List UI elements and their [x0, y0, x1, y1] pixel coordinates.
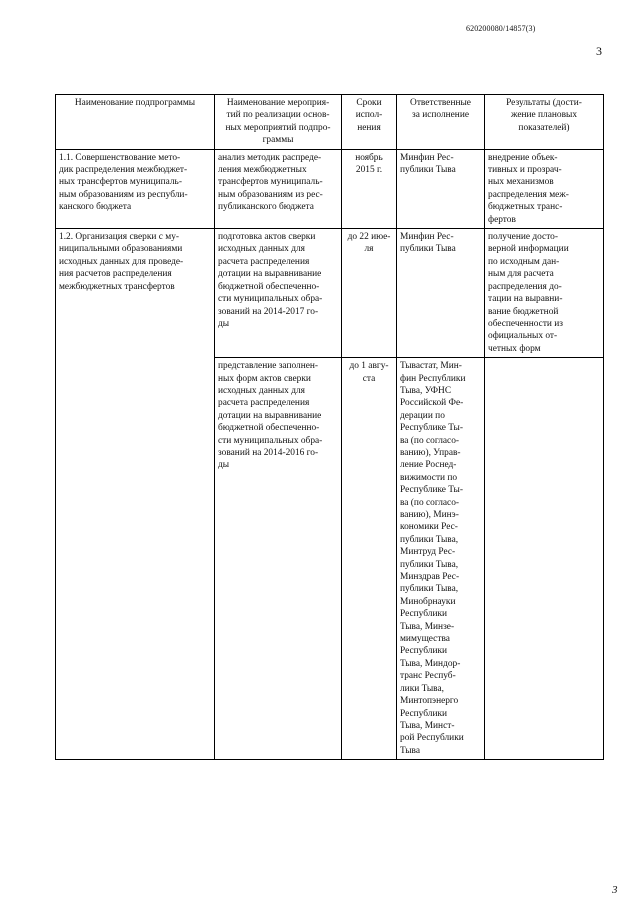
cell-deadline: до 22 июе- ля — [342, 229, 397, 358]
cell-deadline: ноябрь 2015 г. — [342, 149, 397, 228]
cell-result: внедрение объек- тивных и прозрач- ных механизмов распределения меж- бюджетных транс- фертов — [485, 149, 604, 228]
cell-result: получение досто- верной информации по исходным дан- ным для расчета распределения до- тации на выравни- вание бюджетной обеспеченности из официальных от- четных форм — [485, 229, 604, 358]
table-header-row — [56, 95, 604, 150]
column-header-activity: Наименование мероприя- тий по реализации основ- ных мероприятий подпро- граммы — [215, 95, 342, 150]
cell-result — [485, 358, 604, 760]
cell-activity: подготовка актов сверки исходных данных для расчета распределения дотации на выравнивание бюджетной обеспеченно- сти муниципальных обра- зований на 2014-2017 го- ды — [215, 229, 342, 358]
column-header-deadline: Сроки испол- нения — [342, 95, 397, 150]
column-header-result: Результаты (дости- жение плановых показателей) — [485, 95, 604, 150]
cell-subprogram: 1.1. Совершенствование мето- дик распределения межбюджет- ных трансфертов муниципаль- ным образованиям из республи- канского бюджета — [56, 149, 215, 228]
column-header-responsible: Ответственные за исполнение — [397, 95, 485, 150]
table-row — [56, 149, 604, 228]
cell-subprogram: 1.2. Организация сверки с му- ниципальными образованиями исходных данных для проведе- ния расчетов распределения межбюджетных трансфертов — [56, 229, 215, 760]
cell-responsible: Тывастат, Мин- фин Республики Тыва, УФНС Российской Фе- дерации по Республике Ты- ва (по согласо- ванию), Управ- ление Роснед- вижимости по Республике Ты- ва (по согласо- ванию), Минэ- кономики Рес- публики Тыва, Минтруд Рес- публики Тыва, Минздрав Рес- публики Тыва, Минобрнауки Республики Тыва, Минзе- мимущества Республики Тыва, Миндор- транс Респуб- лики Тыва, Минтопэнерго Республики Тыва, Минст- рой Республики Тыва — [397, 358, 485, 760]
cell-activity: анализ методик распреде- ления межбюджетных трансфертов муниципаль- ным образованиям из рес- публиканского бюджета — [215, 149, 342, 228]
activities-table — [55, 94, 604, 760]
cell-responsible: Минфин Рес- публики Тыва — [397, 149, 485, 228]
cell-responsible: Минфин Рес- публики Тыва — [397, 229, 485, 358]
column-header-subprogram: Наименование подпрограммы — [56, 95, 215, 150]
table-row — [56, 229, 604, 358]
page-number: 3 — [596, 44, 602, 58]
cell-deadline: до 1 авгу- ста — [342, 358, 397, 760]
handwritten-mark: 3 — [612, 884, 618, 896]
cell-activity: представление заполнен- ных форм актов сверки исходных данных для расчета распределения дотации на выравнивание бюджетной обеспеченно- сти муниципальных обра- зований на 2014-2016 го- ды — [215, 358, 342, 760]
document-id: 620200080/14857(3) — [466, 24, 536, 33]
